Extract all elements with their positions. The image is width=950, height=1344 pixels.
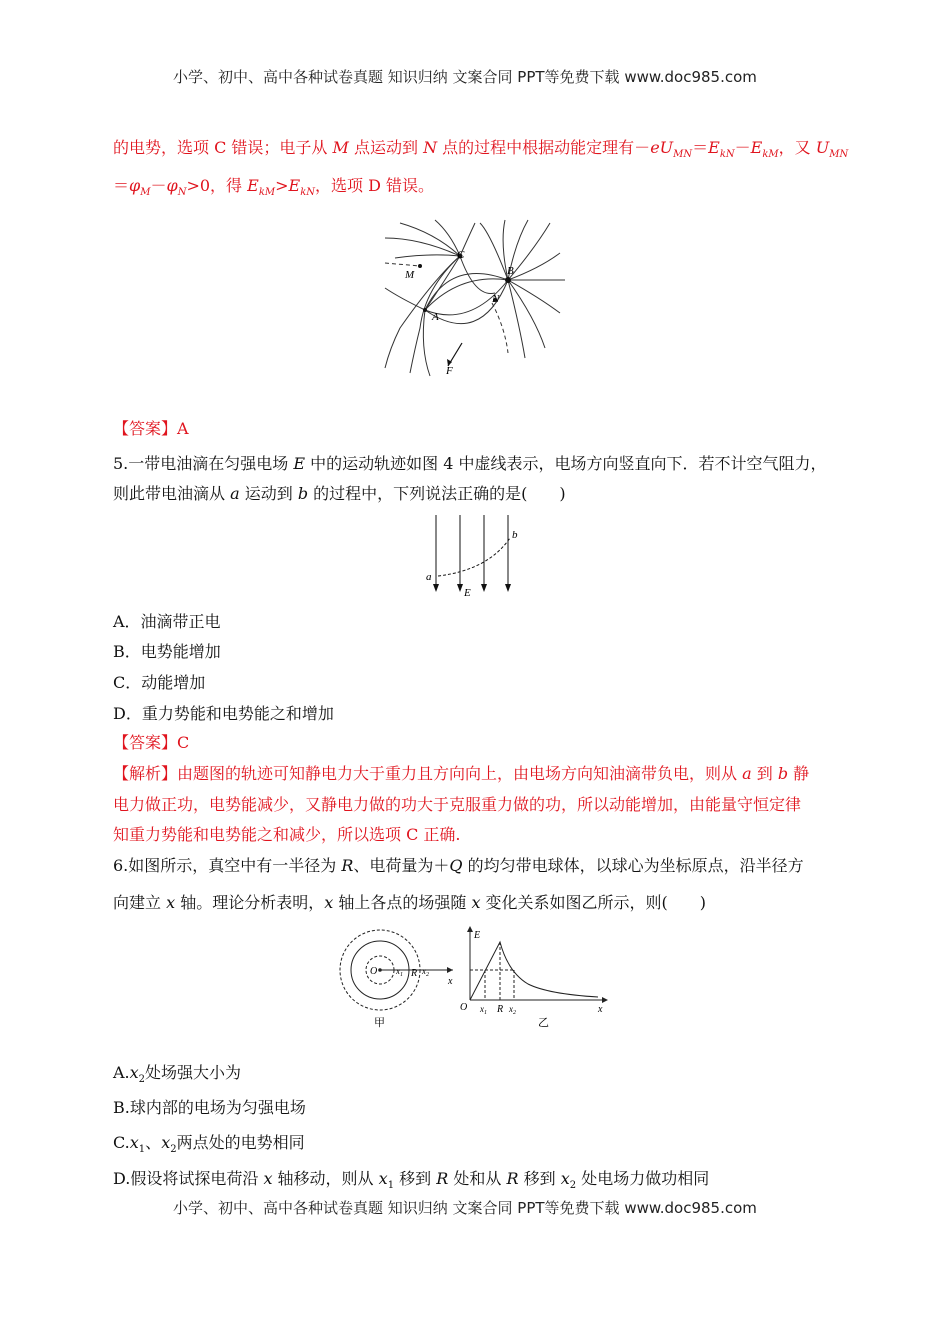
jia-label-x2: $x_2$: [422, 966, 429, 978]
q5-option-c: C．动能增加: [113, 673, 206, 692]
jia-label-x1: $x_1$: [396, 966, 403, 978]
q5-option-b: B．电势能增加: [113, 642, 221, 661]
yi-label-e: E: [474, 930, 481, 941]
q5-stem-line-1: 5.一带电油滴在匀强电场 E 中的运动轨迹如图 4 中虚线表示，电场方向竖直向下．若不计空气阻力，: [113, 454, 827, 473]
q5-stem-line-2: 则此带电油滴从 a 运动到 b 的过程中，下列说法正确的是( ): [113, 484, 566, 503]
q6-option-a: $A.x_2$处场强大小为: [113, 1063, 242, 1086]
q5-fig-label-a: a: [426, 571, 432, 583]
q5-option-a: A．油滴带正电: [113, 612, 221, 631]
yi-label-x1: $x_1$: [480, 1004, 487, 1016]
q5-analysis-line-3: 知重力势能和电势能之和减少，所以选项 C 正确.: [113, 825, 461, 844]
q5-field-figure: [418, 510, 528, 600]
q5-answer: 【答案】C: [113, 733, 190, 752]
field-lines-figure: [380, 218, 570, 378]
q5-analysis-line-2: 电力做正功，电势能减少，又静电力做的功大于克服重力做的功，所以动能增加，由能量守恒定律: [113, 795, 802, 814]
prev-analysis-line-1: 的电势，选项 C 错误；电子从 M 点运动到 N 点的过程中根据动能定理有$-eU_{MN}=E_{kN}-E_{kM}$，又 $U_{MN}$: [113, 138, 849, 161]
yi-label-r: R: [497, 1004, 504, 1015]
page-footer: 小学、初中、高中各种试卷真题 知识归纳 文案合同 PPT等免费下载 www.doc985.com: [173, 1199, 757, 1217]
q6-figure-yi: [458, 922, 613, 1032]
q6-option-d: D.假设将试探电荷沿 x 轴移动，则从 $x_1$ 移到 R 处和从 R 移到 $x_2$ 处电场力做功相同: [113, 1169, 710, 1192]
q5-fig-label-b: b: [512, 529, 518, 541]
q6-option-b: B.球内部的电场为匀强电场: [113, 1098, 306, 1117]
yi-label-o: O: [460, 1002, 468, 1013]
fig1-label-a: A: [432, 311, 439, 323]
yi-label-x-axis: x: [598, 1004, 603, 1015]
fig1-label-m: M: [405, 269, 415, 281]
q5-fig-label-e: E: [464, 587, 471, 599]
q6-stem-line-1: 6.如图所示，真空中有一半径为 R、电荷量为＋Q 的均匀带电球体，以球心为坐标原点，沿半径方: [113, 856, 804, 875]
prev-analysis-line-2: $=\varphi_M-\varphi_N>0$，得 $E_{kM}>E_{kN}$，选项 D 错误。: [113, 176, 435, 199]
yi-caption: 乙: [538, 1017, 549, 1029]
fig1-label-n: N: [492, 293, 500, 305]
page-header: 小学、初中、高中各种试卷真题 知识归纳 文案合同 PPT等免费下载 www.doc985.com: [173, 68, 757, 86]
fig1-label-c: C: [457, 249, 465, 261]
q6-option-c: $C.x_1$、$x_2$两点处的电势相同: [113, 1133, 305, 1156]
q6-stem-line-2: 向建立 x 轴。理论分析表明，x 轴上各点的场强随 x 变化关系如图乙所示，则( ): [113, 893, 707, 912]
yi-label-x2: $x_2$: [509, 1004, 516, 1016]
jia-label-r: R: [411, 968, 418, 979]
fig1-label-b: B: [507, 265, 514, 277]
q4-answer: 【答案】A: [113, 419, 189, 438]
q5-option-d: D．重力势能和电势能之和增加: [113, 704, 334, 723]
fig1-label-f: F: [446, 365, 453, 377]
q6-figure-jia: [338, 922, 458, 1032]
jia-label-o: O: [370, 966, 378, 977]
jia-caption: 甲: [374, 1017, 385, 1029]
q5-analysis-line-1: 【解析】由题图的轨迹可知静电力大于重力且方向向上，由电场方向知油滴带负电，则从 a 到 b 静: [113, 764, 810, 783]
jia-label-x-axis: x: [448, 976, 453, 987]
